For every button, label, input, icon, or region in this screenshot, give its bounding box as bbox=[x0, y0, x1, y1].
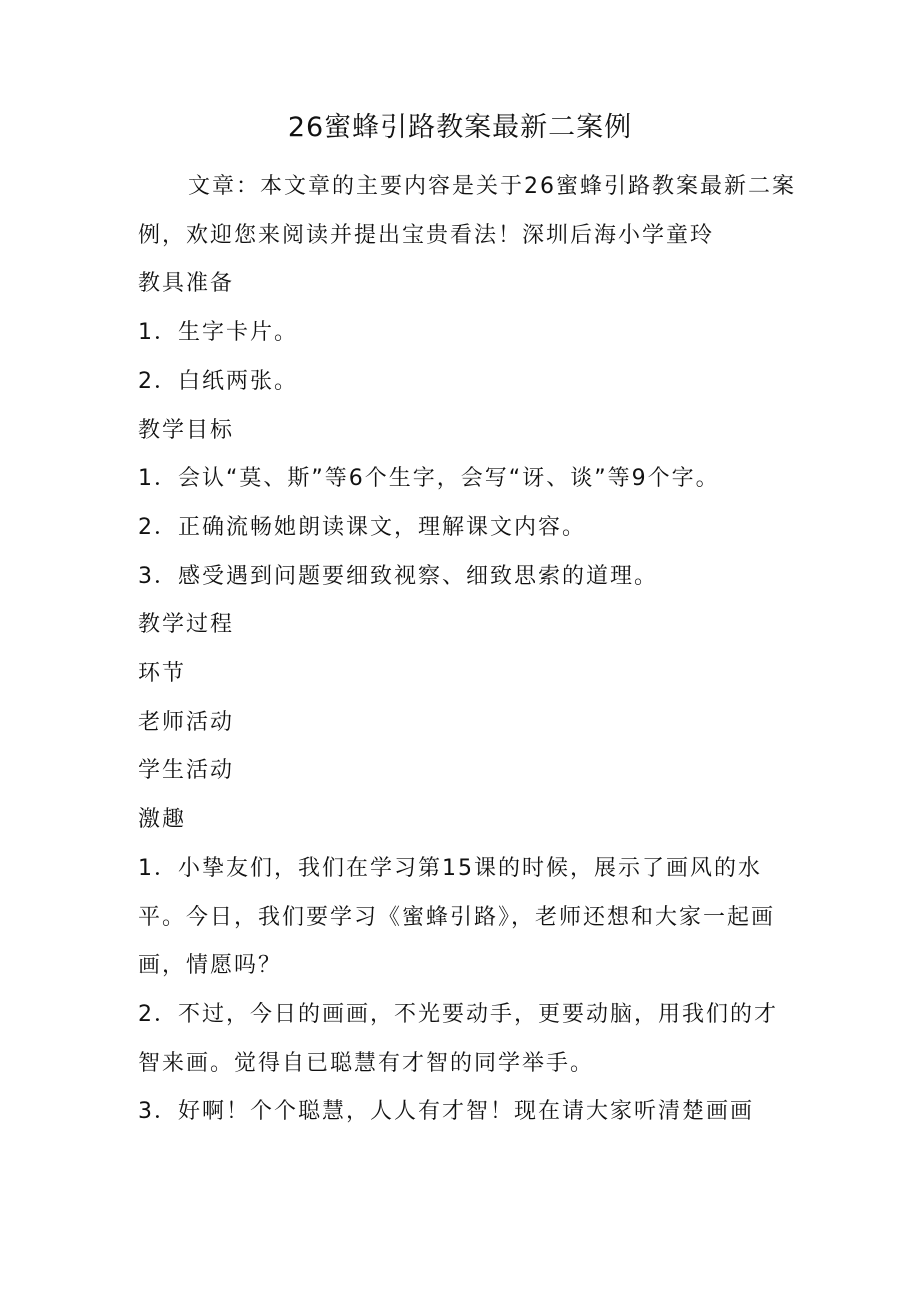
table-header-stage: 环节 bbox=[138, 661, 187, 687]
list-item: 1．会认“莫、斯”等6个生字，会写“讶、谈”等9个字。 bbox=[138, 466, 720, 492]
section-heading-teaching-goals: 教学目标 bbox=[138, 417, 235, 443]
stage-label-engage: 激趣 bbox=[138, 807, 187, 833]
table-header-student-activity: 学生活动 bbox=[138, 758, 235, 784]
table-header-teacher-activity: 老师活动 bbox=[138, 709, 235, 735]
document-title: 26蜜蜂引路教案最新二案例 bbox=[287, 112, 633, 143]
list-item: 2．正确流畅她朗读课文，理解课文内容。 bbox=[138, 514, 586, 540]
list-item: 1．生字卡片。 bbox=[138, 320, 298, 346]
list-item: 1．小挚友们，我们在学习第15课的时候，展示了画风的水平。今日，我们要学习《蜜蜂引路》，老师还想和大家一起画画，情愿吗？ bbox=[138, 855, 776, 979]
intro-paragraph: 文章：本文章的主要内容是关于26蜜蜂引路教案最新二案例，欢迎您来阅读并提出宝贵看法！深圳后海小学童玲 bbox=[138, 174, 796, 248]
list-item: 2．不过，今日的画画，不光要动手，更要动脑，用我们的才智来画。觉得自已聪慧有才智的同学举手。 bbox=[138, 1001, 778, 1076]
list-item: 3．感受遇到问题要细致视察、细致思索的道理。 bbox=[138, 563, 658, 589]
document-body bbox=[138, 163, 798, 1137]
list-item: 3．好啊！个个聪慧，人人有才智！现在请大家听清楚画画 bbox=[138, 1099, 754, 1125]
section-heading-teaching-process: 教学过程 bbox=[138, 612, 235, 638]
list-item: 2．白纸两张。 bbox=[138, 368, 298, 394]
section-heading-teaching-aids: 教具准备 bbox=[138, 271, 235, 297]
